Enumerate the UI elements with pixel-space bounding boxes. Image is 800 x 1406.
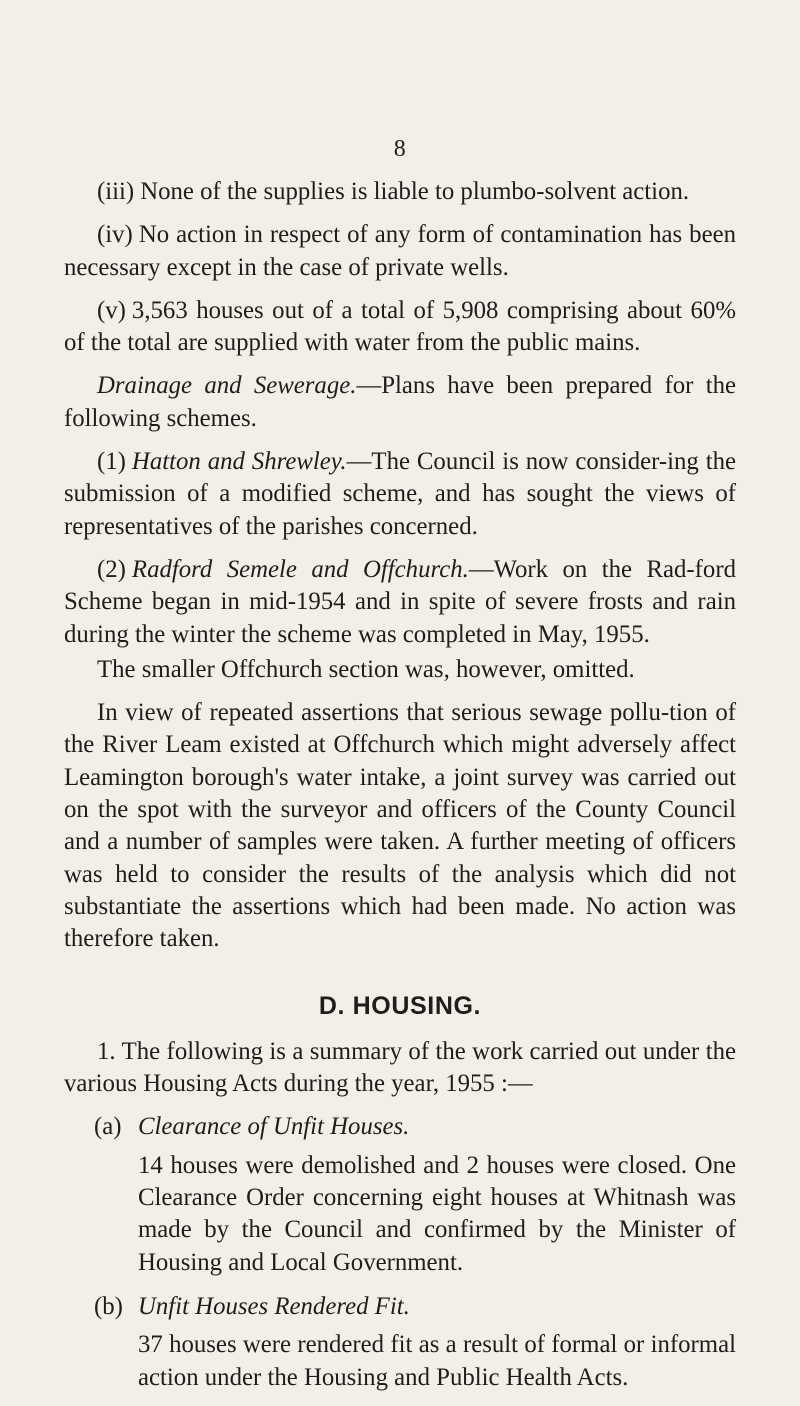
housing-summary (64, 1036, 736, 1101)
section-a-title: Clearance of Unfit Houses. (138, 1113, 410, 1141)
section-b-label: (b) (94, 1292, 123, 1320)
item-label: (iv) (97, 221, 133, 249)
section-a-heading (94, 1111, 736, 1143)
scheme-text: —The Council is now consider-ing the submission of a modified scheme, and has sought the views of representatives of the parishes concerned. (64, 448, 737, 540)
drainage-title: Drainage and Sewerage. (97, 372, 357, 400)
scheme-label: (2) (97, 555, 126, 583)
section-a-label: (a) (94, 1113, 122, 1141)
scheme-2 (64, 554, 736, 651)
section-a-text: 14 houses were demolished and 2 houses were closed. One Clearance Order concerning eight houses at Whitnash was made by the Council and confirmed by the Minister of Housing and Local Government. (138, 1151, 736, 1276)
pollution-paragraph: In view of repeated assertions that serious sewage pollu-tion of the River Leam existed at Offchurch which might adversely affect Leamington borough's water intake, a joint survey was carried out on the spot with the surveyor and officers of the County Council and a number of samples were taken. A further meeting of officers was held to consider the results of the analysis which did not substantiate the assertions which had been made. No action was therefore taken. (64, 699, 736, 953)
section-b-heading (94, 1291, 736, 1323)
scheme-text: —Work on the Rad-ford Scheme began in mid-1954 and in spite of severe frosts and rain during the winter the scheme was completed in May, 1955. (64, 555, 736, 648)
section-heading-housing: D. HOUSING. (318, 991, 482, 1020)
page-content (64, 176, 736, 1406)
scheme-label: (1) (97, 448, 126, 476)
item-text: No action in respect of any form of contamination has been necessary except in the case of private wells. (64, 221, 736, 281)
item-label: (iii) (97, 178, 135, 205)
offchurch-note: The smaller Offchurch section was, however, omitted. (97, 655, 635, 683)
scheme-title: Hatton and Shrewley. (131, 448, 347, 476)
drainage-intro (64, 370, 736, 435)
summary-text: The following is a summary of the work carried out under the various Housing Acts during the year, 1955 :— (64, 1037, 736, 1098)
item-text: 3,563 houses out of a total of 5,908 comprising about 60% of the total are supplied with water from the public mains. (64, 296, 736, 357)
scheme-title: Radford Semele and Offchurch. (131, 555, 469, 583)
section-b-text: 37 houses were rendered fit as a result of formal or informal action under the Housing and Public Health Acts. (138, 1331, 736, 1391)
page-number: 8 (393, 136, 407, 162)
item-text: None of the supplies is liable to plumbo-solvent action. (140, 178, 690, 205)
section-b-title: Unfit Houses Rendered Fit. (138, 1292, 410, 1320)
item-label: (v) (97, 296, 126, 324)
water-item-v (64, 295, 736, 360)
scheme-1 (64, 446, 736, 543)
water-item-iv (64, 219, 736, 284)
summary-label: 1. (97, 1037, 116, 1065)
drainage-intro-text: —Plans have been prepared for the following schemes. (64, 372, 736, 432)
water-item-iii (64, 176, 736, 208)
